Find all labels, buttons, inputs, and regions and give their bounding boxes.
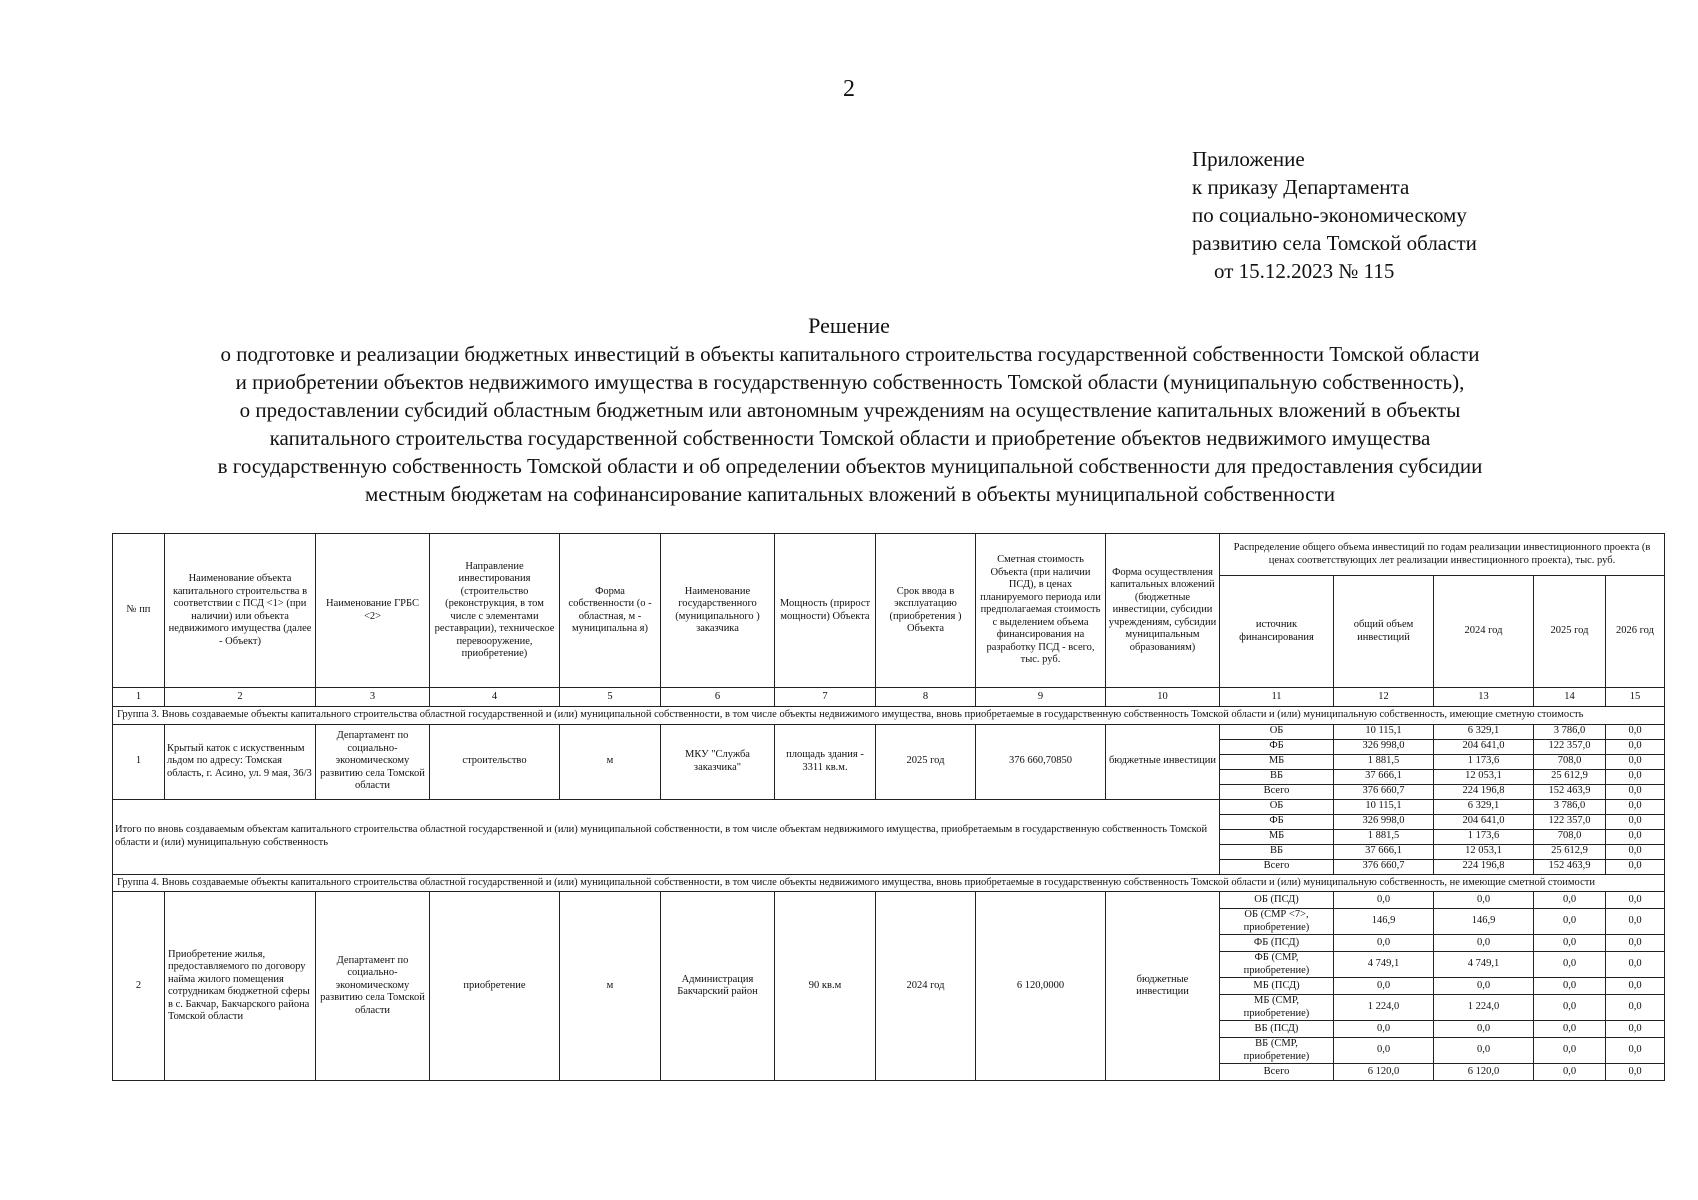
finance-total-cell: 0,0 <box>1334 892 1434 909</box>
finance-2026-cell: 0,0 <box>1606 754 1665 769</box>
column-number-cell: 10 <box>1106 688 1220 707</box>
finance-total-cell: 10 115,1 <box>1334 724 1434 739</box>
finance-2025-cell: 122 357,0 <box>1534 814 1606 829</box>
finance-2026-cell: 0,0 <box>1606 724 1665 739</box>
header-capacity: Мощность (прирост мощности) Объекта <box>775 534 876 688</box>
finance-source-cell: ФБ (СМР, приобретение) <box>1220 952 1334 978</box>
investment-table <box>112 533 1665 1081</box>
finance-source-cell: ВБ <box>1220 769 1334 784</box>
header-grbs: Наименование ГРБС <2> <box>316 534 430 688</box>
object-name-cell: Крытый каток с искуственным льдом по адресу: Томская область, г. Асино, ул. 9 мая, 36/3 <box>165 724 316 799</box>
finance-2024-cell: 6 329,1 <box>1434 799 1534 814</box>
finance-2025-cell: 25 612,9 <box>1534 769 1606 784</box>
finance-2025-cell: 3 786,0 <box>1534 799 1606 814</box>
finance-2024-cell: 1 224,0 <box>1434 995 1534 1021</box>
header-num: № пп <box>113 534 165 688</box>
header-source: источник финансирования <box>1220 576 1334 688</box>
finance-2026-cell: 0,0 <box>1606 799 1665 814</box>
subtitle-line: местным бюджетам на софинансирование капитальных вложений в объекты муниципальной собственности <box>365 482 1335 506</box>
object-number-cell: 1 <box>113 724 165 799</box>
group-4-title: Группа 4. Вновь создаваемые объекты капитального строительства областной государственной и (или) муниципальной собственности, в том числе объекты недвижимого имущества, вновь приобретаемые в государственную собственность Томской области и (или) муниципальную собственность, не имеющие сметной стоимости <box>113 874 1665 892</box>
finance-2024-cell: 224 196,8 <box>1434 859 1534 874</box>
finance-2026-cell: 0,0 <box>1606 829 1665 844</box>
finance-total-cell: 0,0 <box>1334 1038 1434 1064</box>
finance-2024-cell: 0,0 <box>1434 1021 1534 1038</box>
header-distribution: Распределение общего объема инвестиций по годам реализации инвестиционного проекта (в ценах соответствующих лет реализации инвестиционного проекта), тыс. руб. <box>1220 534 1665 576</box>
column-number-cell: 14 <box>1534 688 1606 707</box>
finance-2026-cell: 0,0 <box>1606 1064 1665 1081</box>
column-number-cell: 12 <box>1334 688 1434 707</box>
finance-source-cell: ОБ <box>1220 724 1334 739</box>
finance-2024-cell: 12 053,1 <box>1434 844 1534 859</box>
finance-2024-cell: 6 120,0 <box>1434 1064 1534 1081</box>
total-row <box>113 799 1665 814</box>
investment-table-wrapper <box>112 533 1664 1081</box>
finance-2026-cell: 0,0 <box>1606 909 1665 935</box>
finance-2024-cell: 0,0 <box>1434 935 1534 952</box>
header-direction: Направление инвестирования (строительство (реконструкция, в том числе с элементами реставрации), техническое перевооружение, приобретение) <box>430 534 560 688</box>
finance-source-cell: ОБ (СМР <7>, приобретение) <box>1220 909 1334 935</box>
document-title: Решение <box>808 313 890 338</box>
finance-2026-cell: 0,0 <box>1606 978 1665 995</box>
column-number-row <box>113 688 1665 707</box>
header-ownership: Форма собственности (о - областная, м - муниципальна я) <box>560 534 661 688</box>
finance-2025-cell: 3 786,0 <box>1534 724 1606 739</box>
finance-source-cell: МБ (СМР, приобретение) <box>1220 995 1334 1021</box>
object-ownership-cell: м <box>560 892 661 1081</box>
finance-source-cell: ОБ <box>1220 799 1334 814</box>
column-number-cell: 1 <box>113 688 165 707</box>
column-number-cell: 13 <box>1434 688 1534 707</box>
finance-total-cell: 4 749,1 <box>1334 952 1434 978</box>
object-grbs-cell: Департамент по социально-экономическому развитию села Томской области <box>316 724 430 799</box>
object-capacity-cell: 90 кв.м <box>775 892 876 1081</box>
finance-2024-cell: 4 749,1 <box>1434 952 1534 978</box>
finance-2026-cell: 0,0 <box>1606 844 1665 859</box>
object-term-cell: 2025 год <box>876 724 976 799</box>
appendix-line: развитию села Томской области <box>1192 231 1477 255</box>
object-customer-cell: Администрация Бакчарский район <box>661 892 775 1081</box>
object-term-cell: 2024 год <box>876 892 976 1081</box>
finance-source-cell: Всего <box>1220 784 1334 799</box>
appendix-line: Приложение <box>1192 147 1305 171</box>
object-cost-cell: 6 120,0000 <box>976 892 1106 1081</box>
group-3-total-label: Итого по вновь создаваемым объектам капитального строительства областной государственной и (или) муниципальной собственности, в том числе объектам недвижимого имущества, приобретаемым в государственную собственность Томской области и (или) муниципальную собственность <box>113 799 1220 874</box>
finance-source-cell: МБ <box>1220 754 1334 769</box>
object-ownership-cell: м <box>560 724 661 799</box>
subtitle-line: о предоставлении субсидий областным бюджетным или автономным учреждениям на осуществление капитальных вложений в объекты <box>239 398 1461 422</box>
finance-2025-cell: 0,0 <box>1534 909 1606 935</box>
finance-2025-cell: 122 357,0 <box>1534 739 1606 754</box>
finance-2026-cell: 0,0 <box>1606 784 1665 799</box>
object-name-cell: Приобретение жилья, предоставляемого по договору найма жилого помещения сотрудникам бюджетной сферы в с. Бакчар, Бакчарского района Томской области <box>165 892 316 1081</box>
finance-total-cell: 146,9 <box>1334 909 1434 935</box>
finance-source-cell: ВБ (СМР, приобретение) <box>1220 1038 1334 1064</box>
finance-total-cell: 10 115,1 <box>1334 799 1434 814</box>
document-subtitle <box>100 340 1600 508</box>
header-2025: 2025 год <box>1534 576 1606 688</box>
finance-2026-cell: 0,0 <box>1606 952 1665 978</box>
finance-2026-cell: 0,0 <box>1606 995 1665 1021</box>
finance-2026-cell: 0,0 <box>1606 892 1665 909</box>
finance-2025-cell: 0,0 <box>1534 952 1606 978</box>
subtitle-line: в государственную собственность Томской области и об определении объектов муниципальной собственности для предоставления субсидии <box>217 454 1483 478</box>
finance-source-cell: ФБ (ПСД) <box>1220 935 1334 952</box>
finance-2025-cell: 0,0 <box>1534 995 1606 1021</box>
object-direction-cell: приобретение <box>430 892 560 1081</box>
finance-2025-cell: 152 463,9 <box>1534 784 1606 799</box>
group-row <box>113 874 1665 892</box>
object-capacity-cell: площадь здания - 3311 кв.м. <box>775 724 876 799</box>
finance-total-cell: 1 224,0 <box>1334 995 1434 1021</box>
finance-total-cell: 326 998,0 <box>1334 739 1434 754</box>
object-direction-cell: строительство <box>430 724 560 799</box>
finance-2024-cell: 204 641,0 <box>1434 814 1534 829</box>
finance-2024-cell: 1 173,6 <box>1434 754 1534 769</box>
finance-source-cell: МБ <box>1220 829 1334 844</box>
header-2024: 2024 год <box>1434 576 1534 688</box>
finance-2025-cell: 0,0 <box>1534 1021 1606 1038</box>
finance-2026-cell: 0,0 <box>1606 814 1665 829</box>
header-form: Форма осуществления капитальных вложений (бюджетные инвестиции, субсидии учреждениям, субсидии муниципальным образованиям) <box>1106 534 1220 688</box>
object-form-cell: бюджетные инвестиции <box>1106 724 1220 799</box>
finance-2025-cell: 0,0 <box>1534 1038 1606 1064</box>
finance-total-cell: 6 120,0 <box>1334 1064 1434 1081</box>
object-customer-cell: МКУ "Служба заказчика" <box>661 724 775 799</box>
finance-2025-cell: 25 612,9 <box>1534 844 1606 859</box>
finance-source-cell: Всего <box>1220 859 1334 874</box>
subtitle-line: и приобретении объектов недвижимого имущества в государственную собственность Томской области (муниципальную собственность), <box>235 370 1465 394</box>
column-number-cell: 15 <box>1606 688 1665 707</box>
header-total: общий объем инвестиций <box>1334 576 1434 688</box>
finance-total-cell: 1 881,5 <box>1334 829 1434 844</box>
finance-total-cell: 376 660,7 <box>1334 784 1434 799</box>
finance-source-cell: Всего <box>1220 1064 1334 1081</box>
finance-2024-cell: 0,0 <box>1434 978 1534 995</box>
finance-2024-cell: 146,9 <box>1434 909 1534 935</box>
finance-2026-cell: 0,0 <box>1606 1038 1665 1064</box>
finance-total-cell: 376 660,7 <box>1334 859 1434 874</box>
header-cost: Сметная стоимость Объекта (при наличии ПСД), в ценах планируемого периода или предполагаемая стоимость с выделением объема финансирования на разработку ПСД - всего, тыс. руб. <box>976 534 1106 688</box>
finance-2024-cell: 224 196,8 <box>1434 784 1534 799</box>
appendix-date-line: от 15.12.2023 № 115 <box>1214 259 1395 283</box>
finance-2025-cell: 0,0 <box>1534 978 1606 995</box>
finance-2025-cell: 0,0 <box>1534 892 1606 909</box>
object-cost-cell: 376 660,70850 <box>976 724 1106 799</box>
finance-source-cell: МБ (ПСД) <box>1220 978 1334 995</box>
column-number-cell: 8 <box>876 688 976 707</box>
object-number-cell: 2 <box>113 892 165 1081</box>
subtitle-line: о подготовке и реализации бюджетных инвестиций в объекты капитального строительства государственной собственности Томской области <box>220 342 1480 366</box>
finance-total-cell: 1 881,5 <box>1334 754 1434 769</box>
header-term: Срок ввода в эксплуатацию (приобретения ) Объекта <box>876 534 976 688</box>
header-2026: 2026 год <box>1606 576 1665 688</box>
appendix-line: по социально-экономическому <box>1192 203 1467 227</box>
finance-total-cell: 326 998,0 <box>1334 814 1434 829</box>
table-row <box>113 892 1665 909</box>
finance-total-cell: 37 666,1 <box>1334 769 1434 784</box>
finance-source-cell: ФБ <box>1220 739 1334 754</box>
finance-source-cell: ВБ (ПСД) <box>1220 1021 1334 1038</box>
column-number-cell: 4 <box>430 688 560 707</box>
group-row <box>113 707 1665 725</box>
finance-total-cell: 0,0 <box>1334 935 1434 952</box>
column-number-cell: 7 <box>775 688 876 707</box>
finance-2024-cell: 12 053,1 <box>1434 769 1534 784</box>
finance-total-cell: 0,0 <box>1334 978 1434 995</box>
finance-2025-cell: 0,0 <box>1534 1064 1606 1081</box>
finance-source-cell: ВБ <box>1220 844 1334 859</box>
object-grbs-cell: Департамент по социально-экономическому развитию села Томской области <box>316 892 430 1081</box>
column-number-cell: 5 <box>560 688 661 707</box>
finance-2024-cell: 1 173,6 <box>1434 829 1534 844</box>
finance-total-cell: 0,0 <box>1334 1021 1434 1038</box>
finance-2024-cell: 0,0 <box>1434 1038 1534 1064</box>
header-object-name: Наименование объекта капитального строительства в соответствии с ПСД <1> (при наличии) или объекта недвижимого имущества (далее - Объект) <box>165 534 316 688</box>
finance-2026-cell: 0,0 <box>1606 935 1665 952</box>
header-customer: Наименование государственного (муниципального ) заказчика <box>661 534 775 688</box>
finance-2026-cell: 0,0 <box>1606 859 1665 874</box>
appendix-line: к приказу Департамента <box>1192 175 1410 199</box>
appendix-block <box>1192 145 1477 285</box>
column-number-cell: 3 <box>316 688 430 707</box>
finance-2025-cell: 152 463,9 <box>1534 859 1606 874</box>
finance-2025-cell: 708,0 <box>1534 754 1606 769</box>
finance-2026-cell: 0,0 <box>1606 769 1665 784</box>
table-row <box>113 724 1665 739</box>
column-number-cell: 9 <box>976 688 1106 707</box>
finance-source-cell: ОБ (ПСД) <box>1220 892 1334 909</box>
finance-2026-cell: 0,0 <box>1606 739 1665 754</box>
finance-2024-cell: 6 329,1 <box>1434 724 1534 739</box>
finance-2026-cell: 0,0 <box>1606 1021 1665 1038</box>
finance-2025-cell: 0,0 <box>1534 935 1606 952</box>
finance-2024-cell: 204 641,0 <box>1434 739 1534 754</box>
finance-source-cell: ФБ <box>1220 814 1334 829</box>
column-number-cell: 6 <box>661 688 775 707</box>
column-number-cell: 11 <box>1220 688 1334 707</box>
page-number: 2 <box>843 76 855 102</box>
subtitle-line: капитального строительства государственной собственности Томской области и приобретение объектов недвижимого имущества <box>269 426 1431 450</box>
column-number-cell: 2 <box>165 688 316 707</box>
finance-2024-cell: 0,0 <box>1434 892 1534 909</box>
finance-total-cell: 37 666,1 <box>1334 844 1434 859</box>
object-form-cell: бюджетные инвестиции <box>1106 892 1220 1081</box>
finance-2025-cell: 708,0 <box>1534 829 1606 844</box>
group-3-title: Группа 3. Вновь создаваемые объекты капитального строительства областной государственной и (или) муниципальной собственности, в том числе объекты недвижимого имущества, вновь приобретаемые в государственную собственность Томской области и (или) муниципальную собственность, имеющие сметную стоимость <box>113 707 1665 725</box>
